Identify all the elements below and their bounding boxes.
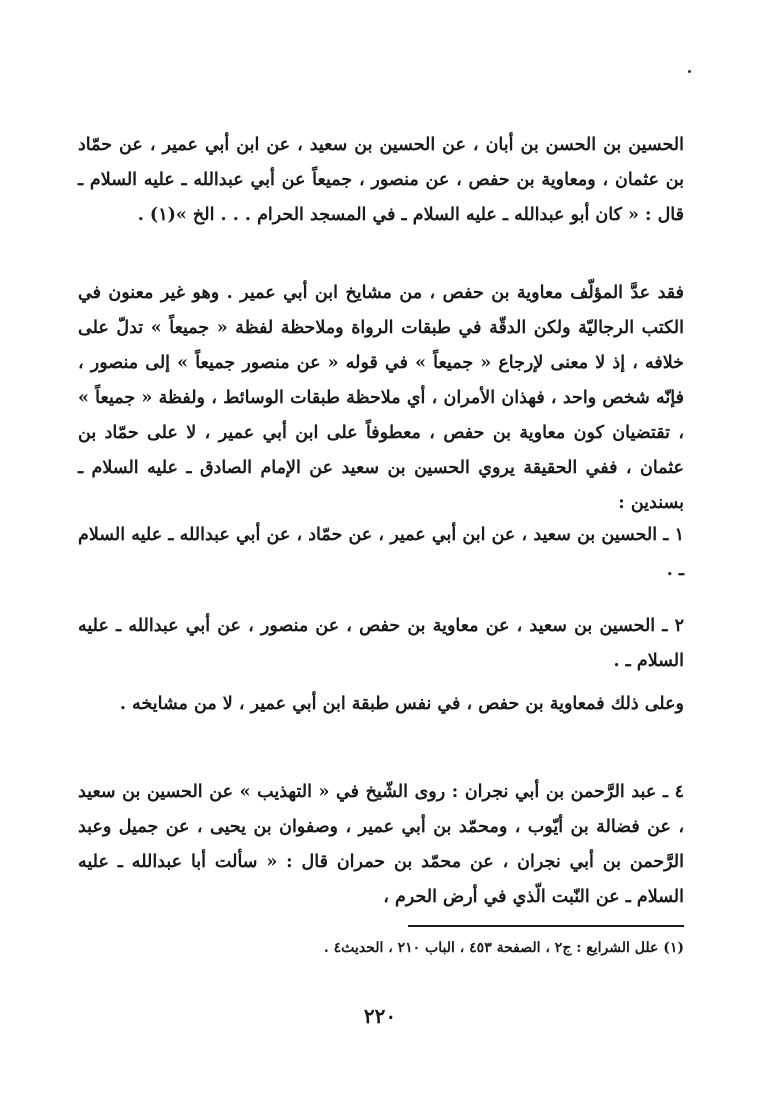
footnote-divider <box>408 925 684 927</box>
paragraph-text: ٤ ـ عبد الرَّحمن بن أبي نجران : روى الشّيخ في « التهذيب » عن الحسين بن سعيد ، عن فضالة بن أيّوب ، ومحمّد بن أبي عمير ، وصفوان بن يحيى ، عن جميل وعبد الرَّحمن بن أبي نجران ، عن محمّد بن حمران قال : « سألت أبا عبدالله ـ عليه السلام ـ عن النّبت الّذي في أرض الحرم ، <box>78 782 684 907</box>
paragraph-text: وعلى ذلك فمعاوية بن حفص ، في نفس طبقة ابن أبي عمير ، لا من مشايخه . <box>119 694 684 714</box>
paragraph-item-4 <box>78 775 684 915</box>
paragraph-isnad <box>78 128 684 233</box>
paragraph-text: الحسين بن الحسن بن أبان ، عن الحسين بن سعيد ، عن ابن أبي عمير ، عن حمّاد بن عثمان ، ومعاوية بن حفص ، عن منصور ، جميعاً عن أبي عبدالله ـ عليه السلام ـ قال : « كان أبو عبدالله ـ عليه السلام ـ في المسجد الحرام . . . الخ »(١) . <box>78 135 684 225</box>
margin-mark <box>688 70 691 73</box>
paragraph-chain-2 <box>78 609 684 679</box>
paragraph-text: ١ ـ الحسين بن سعيد ، عن ابن أبي عمير ، عن حمّاد ، عن أبي عبدالله ـ عليه السلام ـ . <box>78 525 684 580</box>
footnote: (١) علل الشرايع : ج٢ ، الصفحة ٤٥٣ ، الباب ٢١٠ ، الحديث٤ . <box>323 940 684 956</box>
paragraph-text: فقد عدَّ المؤلّف معاوية بن حفص ، من مشايخ ابن أبي عمير . وهو غير معنون في الكتب الرجاليّة ولكن الدقّة في طبقات الرواة وملاحظة لفظة « جميعاً » تدلّ على خلافه ، إذ لا معنى لإرجاع « جميعاً » في قوله « عن منصور جميعاً » إلى منصور ، فإنّه شخص واحد ، فهذان الأمران ، أي ملاحظة طبقات الوسائط ، ولفظة « جميعاً » ، تقتضيان كون معاوية بن حفص ، معطوفاً على ابن أبي عمير ، لا على حمّاد بن عثمان ، ففي الحقيقة يروي الحسين بن سعيد عن الإمام الصادق ـ عليه السلام ـ بسندين : <box>78 283 684 513</box>
paragraph-conclusion <box>78 687 684 722</box>
page-number: ٢٢٠ <box>363 1004 397 1028</box>
paragraph-text: ٢ ـ الحسين بن سعيد ، عن معاوية بن حفص ، عن منصور ، عن أبي عبدالله ـ عليه السلام ـ . <box>78 616 684 671</box>
paragraph-analysis <box>78 276 684 521</box>
paragraph-chain-1 <box>78 518 684 588</box>
